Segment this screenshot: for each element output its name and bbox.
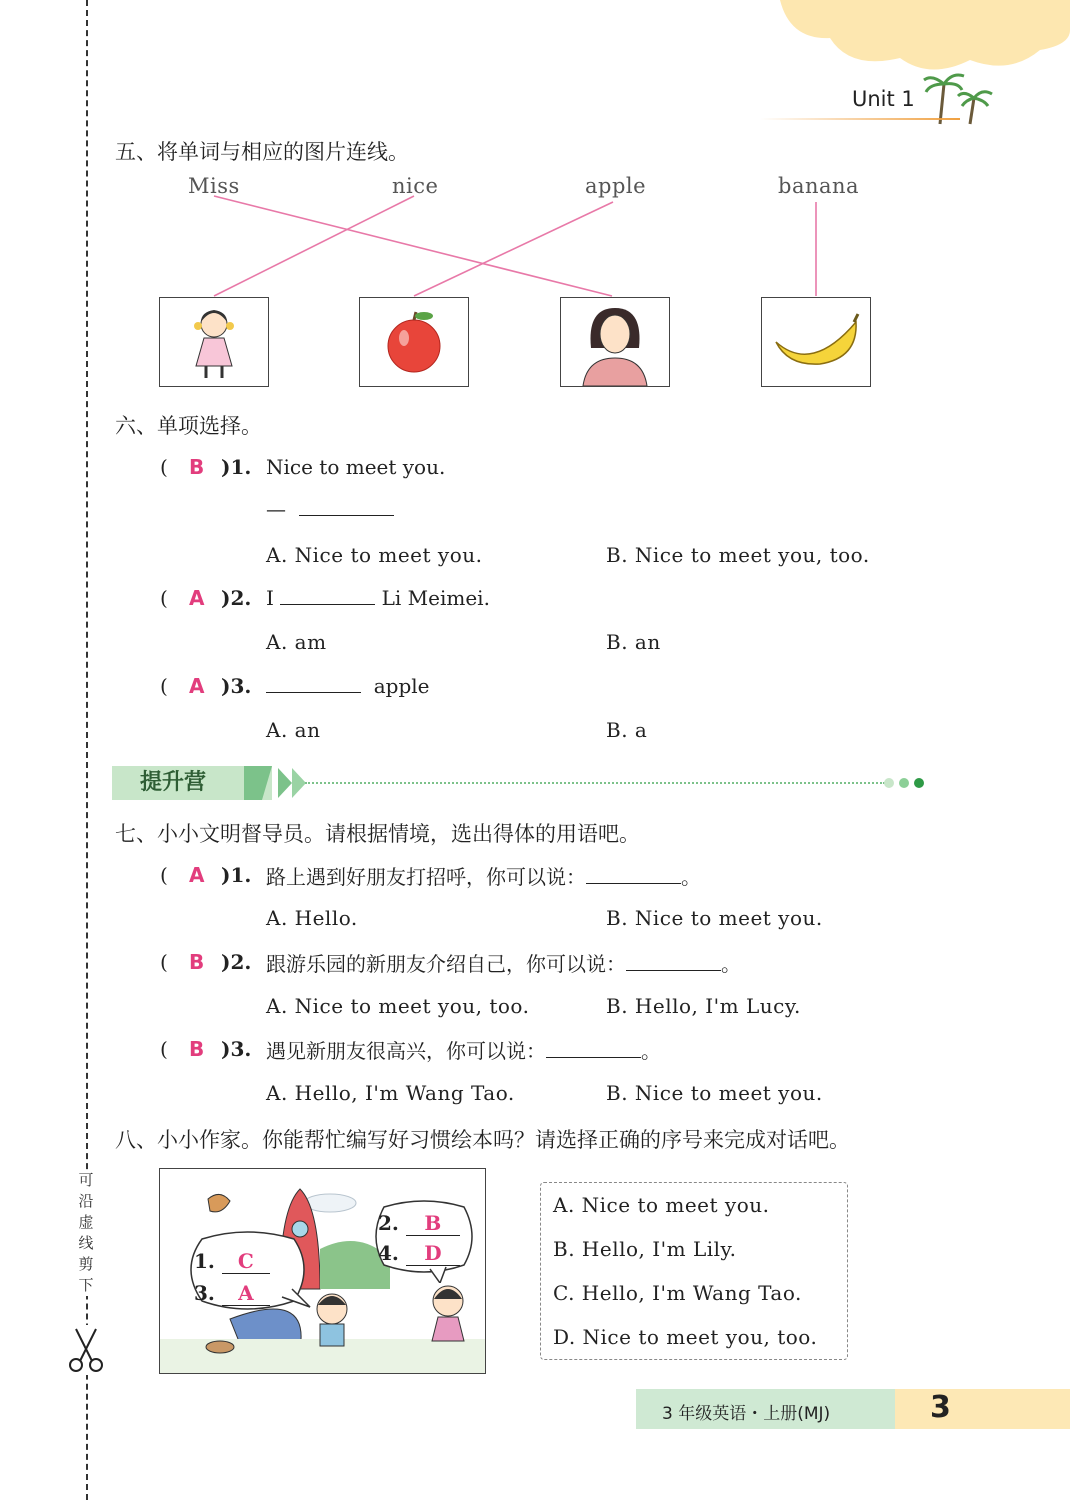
q6-3-option-b[interactable]: B. a	[606, 718, 648, 742]
dialogue-scene-picture	[159, 1168, 486, 1374]
answer-paren: (	[160, 863, 168, 887]
q7-1-end: 。	[681, 865, 701, 889]
q6-1-answer[interactable]: B	[189, 455, 205, 479]
dialogue-option-b[interactable]: B. Hello, I'm Lily.	[553, 1237, 737, 1261]
q7-1-prompt: 路上遇到好朋友打招呼，你可以说：	[266, 865, 586, 889]
q7-2-end: 。	[721, 952, 741, 976]
q6-1-text: Nice to meet you.	[266, 455, 446, 479]
q7-3-option-b[interactable]: B. Nice to meet you.	[606, 1081, 823, 1105]
q7-1-answer[interactable]: A	[189, 863, 205, 887]
woman-picture[interactable]	[560, 297, 670, 387]
bubble-1-answer[interactable]: C	[222, 1249, 270, 1274]
q6-2-text	[266, 586, 490, 610]
section8-title: 八、小小作家。你能帮忙编写好习惯绘本吗？请选择正确的序号来完成对话吧。	[115, 1128, 850, 1152]
q7-2-option-b[interactable]: B. Hello, I'm Lucy.	[606, 994, 801, 1018]
q6-2-after: Li Meimei.	[381, 586, 490, 610]
q6-3-option-a[interactable]: A. an	[266, 718, 321, 742]
dialogue-option-d[interactable]: D. Nice to meet you, too.	[553, 1325, 818, 1349]
q6-3-text	[266, 674, 429, 698]
q6-2-blank[interactable]	[280, 586, 375, 605]
q7-3-text	[266, 1035, 661, 1064]
q7-1-option-a[interactable]: A. Hello.	[266, 906, 358, 930]
match-line-nice-girl	[214, 196, 414, 296]
section6-title: 六、单项选择。	[115, 414, 262, 438]
q7-2-number: )2.	[221, 950, 252, 974]
q6-2-option-b[interactable]: B. an	[606, 630, 661, 654]
q6-2-number: )2.	[221, 586, 252, 610]
q6-1-option-b[interactable]: B. Nice to meet you, too.	[606, 543, 870, 567]
q6-1-dash: —	[266, 497, 286, 521]
answer-paren: (	[160, 455, 168, 479]
q7-3-blank[interactable]	[546, 1039, 641, 1058]
q7-1-text	[266, 861, 701, 890]
word-nice[interactable]: nice	[392, 174, 439, 198]
banner-arrow-icon	[244, 766, 310, 802]
cut-guide-char: 线	[78, 1234, 94, 1252]
q7-2-text	[266, 948, 741, 977]
bubble-3	[194, 1281, 270, 1306]
dialogue-option-a[interactable]: A. Nice to meet you.	[553, 1193, 770, 1217]
bubble-3-answer[interactable]: A	[222, 1281, 270, 1306]
q7-2-option-a[interactable]: A. Nice to meet you, too.	[266, 994, 530, 1018]
girl-picture[interactable]	[159, 297, 269, 387]
match-line-miss-woman	[214, 196, 612, 296]
bubble-2-answer[interactable]: B	[406, 1211, 460, 1236]
footer-page-bg	[895, 1389, 1070, 1429]
word-miss[interactable]: Miss	[188, 174, 240, 198]
cut-guide-char: 剪	[78, 1255, 94, 1273]
q7-1-number: )1.	[221, 863, 252, 887]
cut-guide-char: 沿	[78, 1192, 94, 1210]
banner-dots-icon	[882, 776, 928, 790]
q6-1-option-a[interactable]: A. Nice to meet you.	[266, 543, 483, 567]
bubble-4-answer[interactable]: D	[406, 1241, 460, 1266]
q7-3-end: 。	[641, 1039, 661, 1063]
q7-3-option-a[interactable]: A. Hello, I'm Wang Tao.	[266, 1081, 515, 1105]
bubble-4-number: 4.	[378, 1241, 399, 1265]
q7-2-prompt: 跟游乐园的新朋友介绍自己，你可以说：	[266, 952, 626, 976]
banana-picture[interactable]	[761, 297, 871, 387]
bubble-1	[194, 1249, 270, 1274]
apple-picture[interactable]	[359, 297, 469, 387]
q6-1-number: )1.	[221, 455, 252, 479]
unit-label: Unit 1	[852, 87, 915, 111]
q6-3-after: apple	[373, 674, 430, 698]
banner-label: 提升营	[140, 770, 207, 795]
q6-2-answer[interactable]: A	[189, 586, 205, 610]
page-number: 3	[930, 1390, 951, 1425]
word-banana[interactable]: banana	[778, 174, 860, 198]
answer-paren: (	[160, 586, 168, 610]
q7-1-option-b[interactable]: B. Nice to meet you.	[606, 906, 823, 930]
cut-guide-char: 虚	[78, 1213, 94, 1231]
q7-3-number: )3.	[221, 1037, 252, 1061]
q6-3-number: )3.	[221, 674, 252, 698]
scissors-icon	[66, 1325, 106, 1375]
q6-1-blank[interactable]	[299, 497, 394, 516]
bubble-4	[378, 1241, 460, 1266]
q7-3-answer[interactable]: B	[189, 1037, 205, 1061]
q6-2-before: I	[266, 586, 274, 610]
q6-3-blank[interactable]	[266, 674, 361, 693]
bubble-2-number: 2.	[378, 1211, 399, 1235]
bubble-1-number: 1.	[194, 1249, 215, 1273]
q6-2-option-a[interactable]: A. am	[266, 630, 327, 654]
q7-2-blank[interactable]	[626, 952, 721, 971]
cut-guide-text	[74, 1170, 98, 1296]
answer-paren: (	[160, 674, 168, 698]
section7-title: 七、小小文明督导员。请根据情境，选出得体的用语吧。	[115, 822, 640, 846]
answer-paren: (	[160, 1037, 168, 1061]
cut-guide-char: 可	[78, 1171, 94, 1189]
q6-1-reply	[266, 497, 394, 521]
bubble-2	[378, 1211, 460, 1236]
dialogue-options-box	[540, 1182, 848, 1360]
banner-dotted-line	[305, 782, 885, 784]
section5-title: 五、将单词与相应的图片连线。	[115, 140, 409, 164]
cut-guide-char: 下	[78, 1276, 94, 1294]
match-line-apple-apple	[414, 202, 613, 296]
answer-paren: (	[160, 950, 168, 974]
q7-1-blank[interactable]	[586, 865, 681, 884]
bubble-3-number: 3.	[194, 1281, 215, 1305]
dialogue-option-c[interactable]: C. Hello, I'm Wang Tao.	[553, 1281, 802, 1305]
word-apple[interactable]: apple	[585, 174, 647, 198]
footer-book-title: 3 年级英语・上册(MJ)	[662, 1404, 831, 1424]
q6-3-answer[interactable]: A	[189, 674, 205, 698]
q7-3-prompt: 遇见新朋友很高兴，你可以说：	[266, 1039, 546, 1063]
q7-2-answer[interactable]: B	[189, 950, 205, 974]
